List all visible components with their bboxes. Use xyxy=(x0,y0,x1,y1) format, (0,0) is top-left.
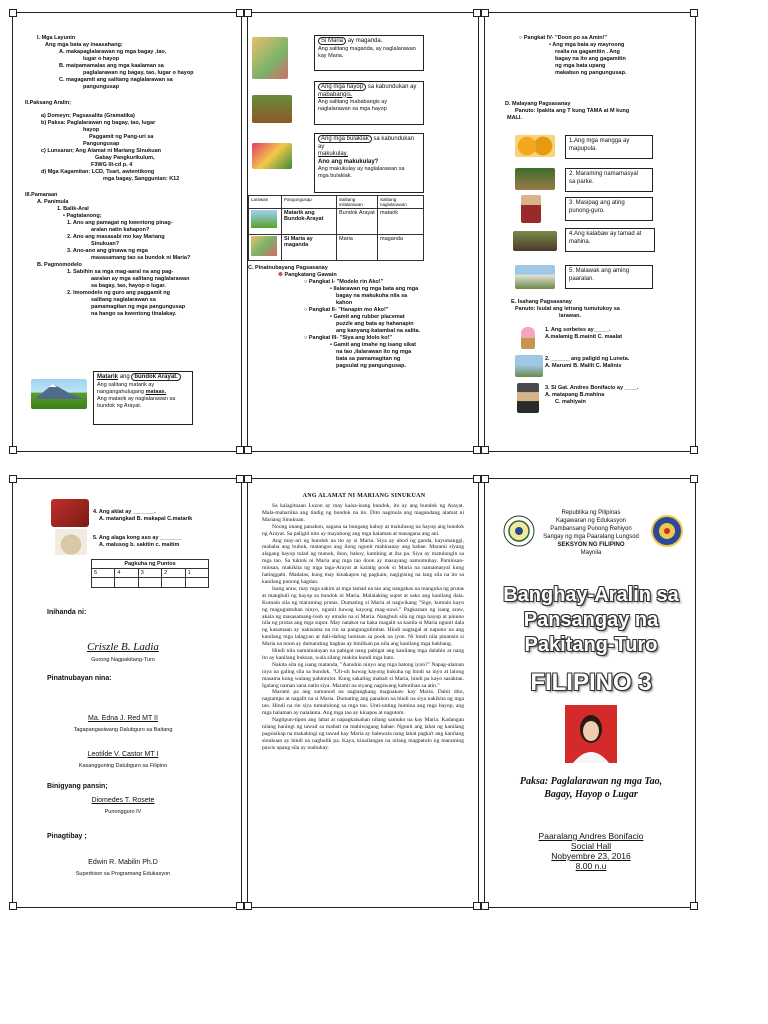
text-line: • Pagtatanong; xyxy=(63,213,102,219)
isahang-pagsasanay xyxy=(511,299,695,320)
teacher-photo xyxy=(565,705,617,763)
group-activity-line xyxy=(248,272,473,279)
scoring-table xyxy=(91,559,209,588)
score-cell xyxy=(185,578,208,588)
signatory-name: Criszle B. Ladia xyxy=(87,641,159,653)
example-line: mga bulaklak. xyxy=(318,173,352,179)
group-line: ng mga bata upang xyxy=(555,63,606,69)
table-image-cell xyxy=(249,209,282,235)
exercise-question: 1. Ang sorbetes ay_____. xyxy=(545,327,611,333)
dog-image xyxy=(55,529,87,555)
word-si-maria: Si Maria xyxy=(318,37,346,45)
word-ang-mga-bulaklak: Ang mga bulaklak xyxy=(318,135,372,143)
signatory-name: Ma. Edna J. Red MT II xyxy=(88,715,158,722)
table-header-cell: Pangungusap xyxy=(282,196,337,209)
exercise-question: 3. Si Gat. Andres Bonifacio ay ____. xyxy=(545,385,639,391)
example-box-bulaklak xyxy=(314,133,424,193)
animals-image xyxy=(252,95,292,123)
story-body xyxy=(262,503,464,752)
text-line: C. magagamit ang salitang naglalarawan sa xyxy=(59,77,173,83)
story-paragraph: Sa kalagitnaan Luzon ay may kaisa-isang bundok, ito ay ang bundok ng Arayat. Mala-mahariika ang tindig ng bundok na ito. Dito nagmula ang magandang alamat ni Mariang Sinukuan. xyxy=(262,503,464,523)
text-line: pangungusap xyxy=(83,84,120,90)
question-text: mapupula. xyxy=(569,145,598,152)
group-text: Ilalarawan ng mga bata ang mga xyxy=(333,286,419,292)
panel-corner xyxy=(9,902,17,910)
panel-corner xyxy=(236,9,244,17)
panel-corner xyxy=(690,9,698,17)
principal-image xyxy=(521,195,541,223)
score-cell xyxy=(92,578,115,588)
group-text: Pangkat III- "Siya ang Idolo ko!" xyxy=(308,335,393,341)
mango-image xyxy=(515,135,555,157)
panel-corner xyxy=(244,9,252,17)
text-line: 1. Ano ang pamagat ng kwentong pinag- xyxy=(67,220,173,226)
example-word: nangangahulugang xyxy=(97,388,145,395)
score-cell: 3 xyxy=(138,569,161,578)
panel-corner xyxy=(690,475,698,483)
text-line: Paggamit ng Pang-uri sa xyxy=(89,134,154,140)
story-paragraph: Hindi nila namamalayan na pabigat nang pabigat ang kanilang mga dalahin at nang ito ay kanilang buksan, wala silang makita kundi mga bato. xyxy=(262,648,464,661)
score-cell xyxy=(138,578,161,588)
text-line: A. Panimula xyxy=(37,199,69,205)
text-line: aralan natin kahapon? xyxy=(91,227,150,233)
cover-title-line: Pansangay na xyxy=(523,609,659,631)
mountain-icon xyxy=(31,379,87,409)
question-line: Ano ang makukulay? xyxy=(318,158,379,165)
header-line: Kagawaran ng Edukasyon xyxy=(555,518,627,524)
cover-title-line: Pakitang-Turo xyxy=(524,634,658,656)
example-sentence xyxy=(97,374,189,382)
table-header-cell: Larawan xyxy=(249,196,282,209)
luneta-image xyxy=(515,355,543,377)
question-text: 2. Maraming namamasyal xyxy=(569,171,639,177)
text-line: Pangungusap xyxy=(83,141,120,147)
text-line: pamamagitan ng mga pangungusap xyxy=(91,304,186,310)
panel-objectives xyxy=(12,12,242,452)
panel-corner xyxy=(9,9,17,17)
table-header-row xyxy=(249,196,424,209)
table-header-cell: Salitang naglalarawan xyxy=(378,196,424,209)
panel-corner xyxy=(473,902,481,910)
heading-pinatnubayan-nina: Pinatnubayan nina: xyxy=(47,675,112,682)
header-line: Maynila xyxy=(580,550,602,556)
signatory-name: Leotilde V. Castor MT I xyxy=(87,751,159,758)
text-line: c) Lunsaran; Ang Alamat ni Mariang Sinukuan xyxy=(41,148,161,154)
maria-thumbnail xyxy=(251,236,277,256)
panel-corner xyxy=(473,446,481,454)
question-text: punong-guro. xyxy=(569,207,605,214)
venue-line: 8.00 n.u xyxy=(575,861,607,871)
table-image-cell xyxy=(249,235,282,261)
score-cell: 1 xyxy=(185,569,208,578)
panel-corner xyxy=(9,475,17,483)
word-maganda: ay maganda. xyxy=(347,38,383,44)
panel-corner xyxy=(690,902,698,910)
example-line: naglalarawan sa mga hayop xyxy=(318,106,387,112)
question-box-2 xyxy=(565,168,653,192)
text-line: a) Domeyn; Pagsasalita (Gramatika) xyxy=(41,113,135,119)
heading-pamaraan: III.Pamaraan xyxy=(25,192,58,198)
story-paragraph: Nakita sila ng isang matanda, "Aanuhin ninyo ang mga batong iyon?" Napag-alaman niya na galing sila sa bundok. "Uli-uli huwag kayong kukuha ng hindi sa inyo at lalong masama kung walang pahintulot. Kung sakaling mabait si Maria, hindi pa kayo sasaktan. Igalang naman sana natin siya. Marami na siyang nagawang kabutihan sa atin." xyxy=(262,661,464,689)
example-sentence xyxy=(318,84,420,92)
example-line: kay Maria. xyxy=(318,52,344,59)
exercise-question: 2. ______ ang paligid ng Luneta. xyxy=(545,356,630,362)
exercise-choices: A. matangkad B. makapal C.matarik xyxy=(99,516,193,522)
question-text: 1.Ang mga mangga ay xyxy=(569,138,630,144)
text-line: A. makapaglalarawan ng mga bagay ,tao, xyxy=(59,49,167,55)
example-sentence xyxy=(318,136,420,151)
exercise-question: 5. Ang alaga kong aso ay _______ xyxy=(93,535,182,541)
example-line: Ang matarik ay naglalarawan sa xyxy=(97,395,176,402)
exercise-choices: A.malamig B.mainit C. maalat xyxy=(545,334,623,340)
score-cell xyxy=(115,578,138,588)
example-word: sa kabundukan ay xyxy=(318,136,415,150)
venue-line: Paaralang Andres Bonifacio xyxy=(538,831,644,841)
panel-examples xyxy=(247,12,479,452)
panel-corner xyxy=(244,902,252,910)
panel-story xyxy=(247,478,479,908)
group-text: Pangkat II- "Hanapin mo Ako!" xyxy=(308,307,389,313)
table-cell: Matarik ang Bundok-Arayat xyxy=(282,209,337,235)
group-line: • Gamit ang imahe ng isang sikat xyxy=(330,342,416,348)
panel-corner xyxy=(236,475,244,483)
venue-line: Social Hall xyxy=(570,841,612,851)
group-four xyxy=(511,35,691,77)
exercise-choices: A. malusog b. sakitin c. maitim xyxy=(99,542,180,548)
question-text: paaralan. xyxy=(569,275,595,282)
panel-practice xyxy=(484,12,696,452)
question-box-4 xyxy=(565,228,655,252)
cover-subject: FILIPINO 3 xyxy=(530,669,652,696)
group-line: ○ Pangkat III- "Siya ang Idolo ko!" xyxy=(304,335,393,341)
panel-corner xyxy=(481,9,489,17)
story-paragraph: Nagtipun-tipon ang lahat at napagkaisahan nilang samuko na kay Maria. Kadangan nilang haningi ng tawad sa mabait na mahiwagang babae. Ngunit ang lahat ng kanilang pagsisikap na makahingi ng tawad kay Maria ay balewala nang lahat pagka't ang kanilang sinukuan ay hindi na naghulik pa. Kaya, kinailangan na nilang magpatulo ng maraming pawis upang sila ay mabuhay. xyxy=(262,717,464,751)
panel-content xyxy=(25,35,242,318)
group-line: ○ Pangkat IV- "Doon po sa Amin!" xyxy=(519,35,608,41)
signatory-name: Edwin R. Mabilin Ph.D xyxy=(88,859,158,866)
word-makukulay: makukulay. xyxy=(318,151,348,157)
text-line: B. Pagmomodelo xyxy=(37,262,82,268)
word-ang: ang xyxy=(119,374,130,380)
exercise-choices: A. Marumi B. Malilt C. Malinis xyxy=(545,363,622,369)
topic-line: Paksa: Paglalarawan ng mga Tao, xyxy=(519,776,663,787)
carabao-image xyxy=(513,231,557,251)
signatory-role: Tagapangasiwang Dalubguro sa Baitang xyxy=(73,727,173,733)
panel-corner xyxy=(481,475,489,483)
example-line: Ang salitang maganda, ay naglalarawan xyxy=(318,45,416,52)
text-line: masasamang tao sa bundok ni Maria? xyxy=(91,255,191,261)
group-line: ○ Pangkat II- "Hanapin mo Ako!" xyxy=(304,307,389,313)
group-line: • Ang mga bata ay mayroong xyxy=(549,42,625,48)
text-line: Sinukuan? xyxy=(91,241,120,247)
text-line: 2. Imomodelo ng guro ang paggamit ng xyxy=(67,290,170,296)
exercise-item-5 xyxy=(93,535,243,549)
panel-corner xyxy=(9,446,17,454)
panel-corner xyxy=(690,446,698,454)
heading-layunin: I. Mga Layunin xyxy=(37,35,76,41)
table-cell: matarik xyxy=(378,209,424,235)
group-line: • Ilalarawan ng mga bata ang mga xyxy=(330,286,419,292)
maria-image xyxy=(252,37,288,79)
heading-isahang: E. Isahang Pagsasanay xyxy=(511,299,572,305)
header-line: Pambansang Punong Rehiyon xyxy=(550,526,632,532)
table-row xyxy=(92,578,209,588)
cover-title xyxy=(485,583,697,658)
question-text: 4.Ang kalabaw ay tamad at xyxy=(569,231,642,237)
signatory-role: Gurong Nagpakitang-Turo xyxy=(91,657,155,663)
exercise-question: 4. Ang aklat ay _______. xyxy=(93,509,156,515)
text-line: B. maipamamalas ang mga kaalaman sa xyxy=(59,63,164,69)
exercise-choices: A. matapang B.mahina xyxy=(545,392,605,398)
signatory-name: Diomedes T. Rosete xyxy=(91,797,155,804)
question-box-1 xyxy=(565,135,653,159)
group-text: Gamit ang rubber placemat xyxy=(333,314,405,320)
header-line: SEKSYON NG FILIPINO xyxy=(557,542,625,548)
example-box-hayop xyxy=(314,81,424,125)
instruction-line: larawan. xyxy=(559,313,582,319)
table-cell: maganda xyxy=(378,235,424,261)
bonifacio-image xyxy=(517,383,539,413)
story-title: ANG ALAMAT NI MARIANG SINUKUAN xyxy=(302,493,426,499)
text-line: Gabay Pangkurikulum, xyxy=(95,155,155,161)
group-line: • Gamit ang rubber placemat xyxy=(330,314,405,320)
analysis-table xyxy=(248,195,424,261)
example-line: Ang salitang mababangis ay xyxy=(318,99,388,105)
heading-inihanda: Inihanda ni: xyxy=(47,609,87,616)
text-line: hayop xyxy=(83,127,100,133)
group-line: pagsulat ng pangungusap. xyxy=(336,363,406,369)
heading-paksang-aralin: II.Paksang Aralin; xyxy=(25,100,71,106)
panel-corner xyxy=(244,475,252,483)
group-text: Pangkat IV- "Doon po sa Amin!" xyxy=(523,35,608,41)
heading-pinatnubayan: C. Pinatnubayang Pagsasanay xyxy=(248,265,328,271)
table-header-cell: Pagkuha ng Puntos xyxy=(92,560,209,569)
text-line: aaralan ay mga salitang naglalarawan xyxy=(91,276,190,282)
group-text: Gamit ang imahe ng isang sikat xyxy=(333,342,416,348)
panel-cover xyxy=(484,478,696,908)
example-box-matarik xyxy=(93,371,193,425)
heading-binigyang-pansin: Binigyang pansin; xyxy=(47,783,108,790)
table-cell: Maria xyxy=(337,235,378,261)
word-ang-mga-hayop: Ang mga hayop xyxy=(318,83,366,91)
text-line: b) Paksa: Paglalarawan ng bagay, tao, lugar xyxy=(41,120,156,126)
text-line: paglalarawan ng bagay, tao, lugar o hayop xyxy=(83,70,194,76)
school-image xyxy=(515,265,555,289)
group-activity-label: Pangkatang Gawain xyxy=(284,272,337,278)
table-row xyxy=(249,209,424,235)
text-line: lugar o hayop xyxy=(83,56,120,62)
example-box-maria xyxy=(314,35,424,71)
book-image xyxy=(51,499,89,527)
signatory-role: Kasangguning Dalubguro sa Filipino xyxy=(78,763,168,769)
question-box-3 xyxy=(565,197,653,221)
heading-pinagtibay: Pinagtibay ; xyxy=(47,833,87,840)
text-line: mga bagay, Sanggunian: K12 xyxy=(103,176,180,182)
exercise-item-3 xyxy=(545,385,695,406)
text-line: 3. Ano-ano ang ginawa ng mga xyxy=(67,248,148,254)
text-line: 2. Ano ang masasabi mo kay Mariang xyxy=(67,234,165,240)
example-line: bundok ng Arayat. xyxy=(97,402,142,409)
text-line: d) Mga Kagamitan: LCD, Tsart, awtentikong xyxy=(41,169,155,175)
malayang-pagsasanay xyxy=(505,101,695,122)
table-header-row xyxy=(92,560,209,569)
table-row xyxy=(92,569,209,578)
example-line xyxy=(97,389,189,396)
group-line: puzzle ang bata ay hahanapin xyxy=(336,321,414,327)
example-word: sa kabundukan ay xyxy=(367,84,417,90)
panel-corner xyxy=(481,446,489,454)
panel-corner xyxy=(473,9,481,17)
word-matarik: Matarik xyxy=(97,374,119,380)
venue-info xyxy=(485,831,697,871)
park-image xyxy=(515,168,555,190)
group-line: na tao ,ilalarawan ito ng mga xyxy=(336,349,412,355)
text-line: salitang naglalarawan sa xyxy=(91,297,156,303)
table-row xyxy=(249,235,424,261)
text-line: F3WG IIl-cd p. 4 xyxy=(91,162,133,168)
panel-corner xyxy=(244,446,252,454)
panel-corner xyxy=(481,902,489,910)
topic-line: Bagay, Hayop o Lugar xyxy=(544,789,638,800)
group-text: Pangkat I- "Modelo rin Ako!" xyxy=(308,279,384,285)
story-paragraph: Ang may-ari ng bundok na ito ay si Maria. Siya ay ubod ng ganda, kayumanggi, mahaba ang buhok, matangos ang ilong ngunit mahinanay ang babae. Marami siyang alagang hayop tulad ng manok, ibon, baboy, kambing at iba pa. Siya ay matulungin sa mga tao. Sa tuktok ni Maria ang mga tao doon ay masayang namumuhay. Paminsan-minsan, makikita ng mga taga-Arayat at karatig pook si Maria na namamasyal kung hatinggabi. Madalas, kung may kinakapos ng pagkain, nagigising na lang sila na ito sa kanilang punong hagdan. xyxy=(262,537,464,585)
score-cell: 2 xyxy=(162,569,185,578)
story-paragraph: Marami pa ang sumunod na nagtangkang magnakaw kay Maria. Dahil dito, nagtampo at nagalit na si Maria. Dumating ang panahon na hindi na siya nakikita ng mga tao. Hindi na rin siya tumutulong sa mga tao. Unti-unting humina ang mga hayop, ang mga halaman ay nalalanta. Ang mga tao ay kinapos at nagutom. xyxy=(262,689,464,717)
text-line: 1. Sabihin sa mga mag-aaral na ang pag- xyxy=(67,269,174,275)
score-cell: 5 xyxy=(92,569,115,578)
flowers-image xyxy=(252,143,292,169)
group-line: bata sa pamamagitan ng xyxy=(336,356,401,362)
text-line: sa bagay, tao, hayop o lugar. xyxy=(91,283,166,289)
exercise-item-1 xyxy=(545,327,685,341)
table-header-cell: Salitang inilalarawan xyxy=(337,196,378,209)
agency-header xyxy=(525,509,657,557)
instruction-line: MALI. xyxy=(507,115,522,121)
exercise-item-4 xyxy=(93,509,243,523)
example-sentence xyxy=(318,38,420,46)
question-text: 3. Masipag ang ating xyxy=(569,200,625,206)
signatory-role: Punongguro IV xyxy=(104,809,142,815)
panel-corner xyxy=(236,902,244,910)
icecream-image xyxy=(521,327,535,349)
exercise-choices: C. mahiyain xyxy=(555,399,586,405)
venue-line: Nobyembre 23, 2016 xyxy=(551,851,631,861)
header-line: Sangay ng mga Paaralang Lungsod xyxy=(543,534,639,540)
signatory-role: Superbisor sa Programang Edukasyon xyxy=(75,871,171,877)
table-cell: Si Maria ay maganda xyxy=(282,235,337,261)
guided-practice xyxy=(248,265,473,370)
instruction-line: Panuto: Isulat ang letrang tumutukoy sa xyxy=(515,306,620,312)
panel-corner xyxy=(236,446,244,454)
word-mataas: mataas. xyxy=(145,388,167,395)
score-cell: 4 xyxy=(115,569,138,578)
group-line: kahon xyxy=(336,300,353,306)
question-text: sa parke. xyxy=(569,178,594,185)
score-cell xyxy=(162,578,185,588)
example-line: Ang makukulay ay naglalarawan sa xyxy=(318,166,405,172)
panel-corner xyxy=(473,475,481,483)
example-line: Ang salitang matarik ay xyxy=(97,381,155,388)
text-line: Ang mga bata ay inaasahang; xyxy=(45,42,123,48)
question-box-5 xyxy=(565,265,653,289)
word-bundok-arayat: bundok Arayat. xyxy=(131,373,180,381)
cover-title-line: Banghay-Aralin sa xyxy=(503,584,679,606)
panel-signatories xyxy=(12,478,242,908)
group-line: makabuo ng pangungusap. xyxy=(555,70,627,76)
heading-malayang: D. Malayang Pagsasanay xyxy=(505,101,571,107)
mountain-thumbnail xyxy=(251,210,277,228)
exercise-item-2 xyxy=(545,356,693,370)
instruction-line: Panuto: Ipakita ang T kung TAMA at M kung xyxy=(515,108,630,114)
text-line: na hango sa kwentong tinalakay. xyxy=(91,311,177,317)
cover-topic xyxy=(485,775,697,801)
question-text: mahina. xyxy=(569,238,591,245)
text-line: 1. Balik-Aral xyxy=(57,206,89,212)
group-line: bagay na ito ang gagamitin xyxy=(555,56,626,62)
word-mababangis: mababangis. xyxy=(318,91,353,98)
mountain-image xyxy=(31,379,87,409)
header-line: Republika ng Pilipinas xyxy=(561,510,621,516)
group-icon: ☸ xyxy=(278,272,283,278)
group-line: ○ Pangkat I- "Modelo rin Ako!" xyxy=(304,279,384,285)
group-line: realia na gagamitin . Ang xyxy=(555,49,620,55)
portrait-icon xyxy=(565,705,617,763)
table-cell: Bundok Arayat xyxy=(337,209,378,235)
group-text: Ang mga bata ay mayroong xyxy=(552,42,625,48)
group-line: ang kanyang katambal na salita. xyxy=(336,328,421,334)
question-text: 5. Malawak ang aming xyxy=(569,268,630,274)
story-paragraph: Isang araw, may mga sakim at mga tamad na tao ang nangahas na manguha ng prutas at manghuli ng hayop sa bundok ni Maria. Malalaking supot at sako ang kanilang dala. Kumain sila ng maraming prutas. Dumating si Maria at nagwikang "Sige, kumain kayo ng magugustuhan ninyo, ngunit huwag kayong mag-uuwi." Pagkaraan ng isang araw, akala ng masasamang-loob ay umalis na si Maria. Nanghuli sila ng mga hayop at pinuno nila ng prutas ang mga supot. May natakot na baka magalit sa kanila si Maria ngunit dala ng kasamaan ay nakisama na rin sa pangungulimbat. Hindi nagtagal at napuno na ang kanilang mga lalagyan at dali-daling lumisan sa pook na iyon. Ni hindi nila pinansin si Maria na noon ay dumarating bagkus ay binilisan pa nila ang kanilang mga hakbang. xyxy=(262,585,464,648)
group-line: bagay na makukuha nila sa xyxy=(336,293,408,299)
story-paragraph: Noong unang panahon, sagana sa bungang kahoy at malulusog na hayop ang bundok ng Arayat. Sa paligid nito ay mayabong ang mga halaman at masagana ang ani. xyxy=(262,523,464,537)
